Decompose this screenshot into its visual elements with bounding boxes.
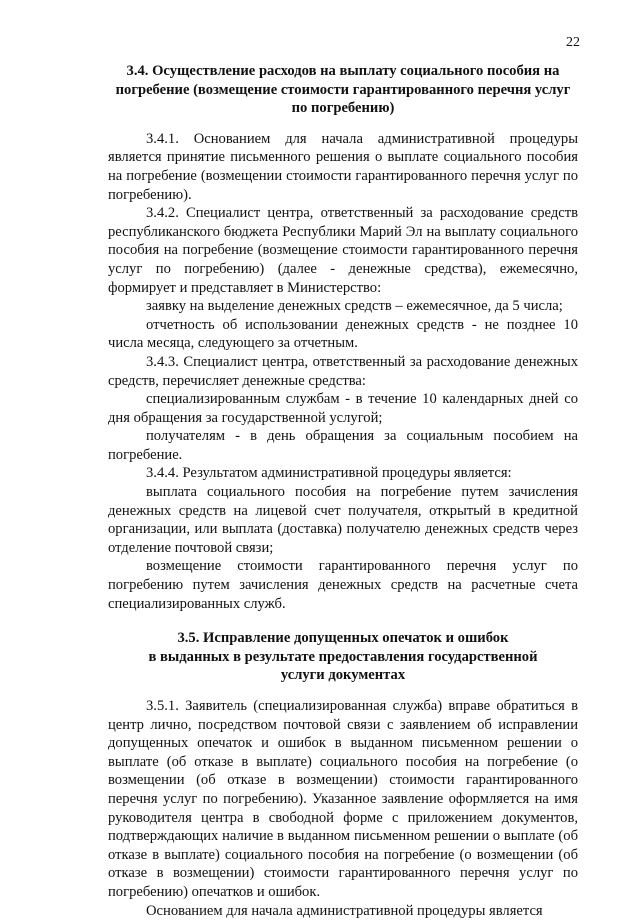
section-title-line: погребение (возмещение стоимости гарантированного перечня услуг [115, 81, 571, 98]
section-title-line: в выданных в результате предоставления государственной [148, 648, 538, 665]
section-body-3-4 [108, 130, 578, 613]
section-title-line: 3.4. Осуществление расходов на выплату социального пособия на [126, 63, 560, 79]
paragraph: заявку на выделение денежных средств – ежемесячное, да 5 числа; [146, 298, 563, 315]
section-body-3-5 [108, 697, 578, 920]
section-title-line: по погребению) [291, 100, 395, 117]
paragraph: 3.5.1. Заявитель (специализированная служба) вправе обратиться в центр лично, посредством почтовой связи с заявлением об исправлении допущенных опечаток и ошибок в выданном письменном решении о выплате (об отказе в выплате) социального пособия на погребение (о возмещении (об отказе в возмещении) стоимости гарантированного перечня услуг по погребению). Указанное заявление оформляется на имя руководителя центра в свободной форме с приложением документов, подтверждающих наличие в выданном письменном решении о выплате (об отказе в выплате) социального пособия на погребение (о возмещении (об отказе в возмещении) стоимости гарантированного перечня услуг по погребению) опечатков и ошибок. [108, 698, 578, 900]
page-number: 22 [566, 35, 580, 50]
paragraph: Основанием для начала административной процедуры является [146, 902, 543, 919]
section-title-3-5 [108, 629, 578, 685]
paragraph: получателям - в день обращения за социальным пособием на погребение. [108, 428, 578, 463]
paragraph: 3.4.4. Результатом административной процедуры является: [146, 465, 512, 482]
section-title-line: 3.5. Исправление допущенных опечаток и ошибок [177, 630, 509, 647]
paragraph: отчетность об использовании денежных средств - не позднее 10 числа месяца, следующего за отчетным. [108, 316, 578, 352]
page-content [108, 62, 578, 920]
paragraph: специализированным службам - в течение 10 календарных дней со дня обращения за государственной услугой; [108, 391, 578, 426]
paragraph: 3.4.1. Основанием для начала административной процедуры является принятие письменного решения о выплате социального пособия на погребение (возмещении стоимости гарантированного перечня услуг по погребению). [108, 130, 578, 203]
paragraph: выплата социального пособия на погребение путем зачисления денежных средств на лицевой счет получателя, открытый в кредитной организации, или выплата (доставка) получателю денежных средств через отделение почтовой связи; [108, 484, 578, 556]
paragraph: 3.4.2. Специалист центра, ответственный за расходование средств республиканского бюджета Республики Марий Эл на выплату социального пособия на погребение (возмещение стоимости гарантированного перечня услуг по погребению) (далее - денежные средства), ежемесячно, формирует и представляет в Министерство: [108, 205, 578, 296]
paragraph: 3.4.3. Специалист центра, ответственный за расходование денежных средств, перечисляет денежные средства: [108, 353, 578, 389]
section-title-line: услуги документах [280, 667, 406, 684]
section-title-3-4 [108, 62, 578, 118]
paragraph: возмещение стоимости гарантированного перечня услуг по погребению путем зачисления денежных средств на расчетные счета специализированных служб. [108, 558, 578, 612]
